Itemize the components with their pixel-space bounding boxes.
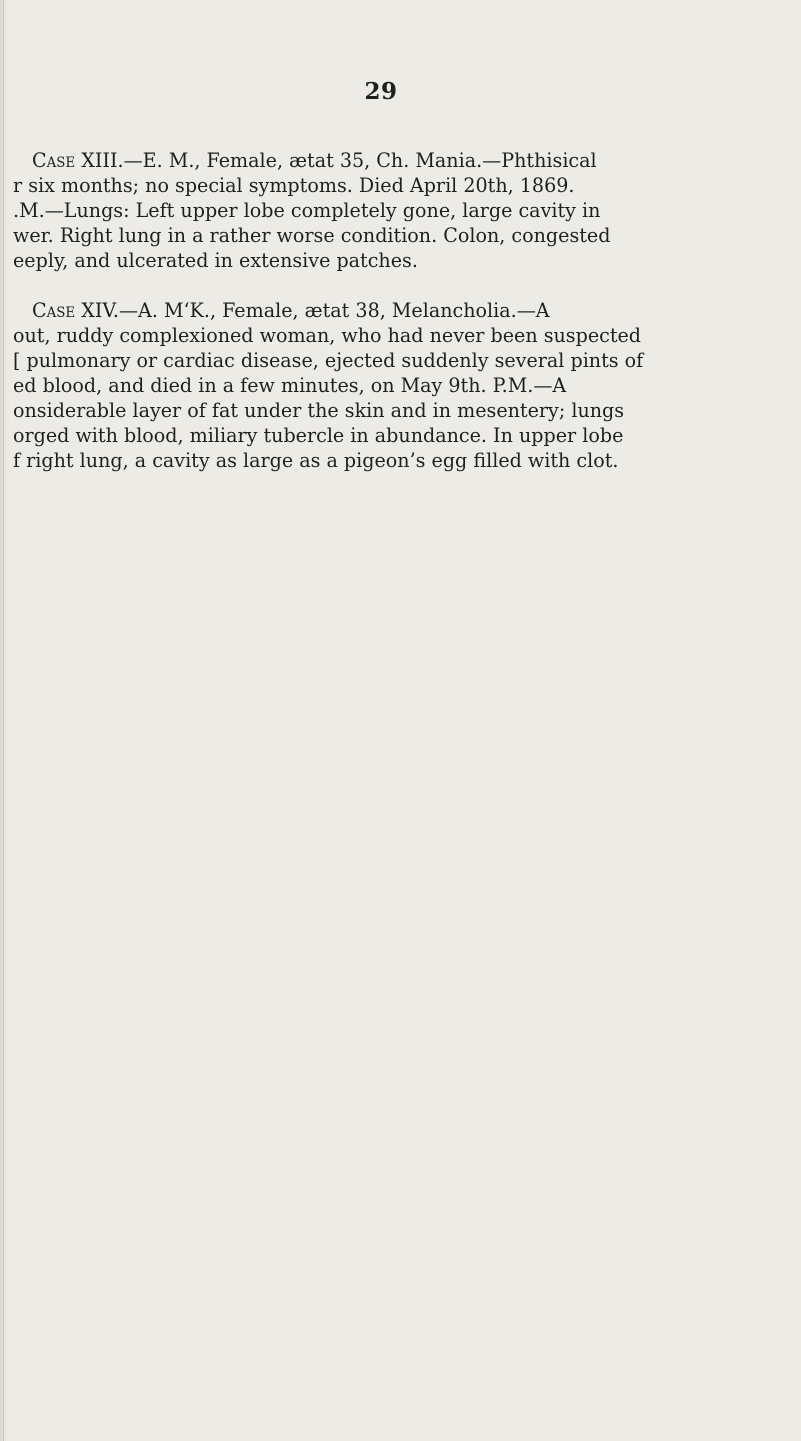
case-xiv-line-1-text: XIV.—A. M‘K., Female, ætat 38, Melancholia.—A: [75, 298, 550, 322]
case-xiii-line-4: wer. Right lung in a rather worse condition. Colon, congested: [13, 223, 611, 247]
case-xiii-heading: Case: [32, 148, 76, 172]
case-xiv-line-6: orged with blood, miliary tubercle in abundance. In upper lobe: [13, 423, 624, 447]
case-xiv-line-1: [32, 298, 550, 322]
binding-shadow-line: [3, 0, 4, 1441]
case-xiv-line-4: ed blood, and died in a few minutes, on May 9th. P.M.—A: [13, 373, 567, 397]
case-xiii-line-3: .M.—Lungs: Left upper lobe completely gone, large cavity in: [13, 198, 601, 222]
case-xiv-line-2: out, ruddy complexioned woman, who had never been suspected: [13, 323, 642, 347]
page-number: 29: [364, 78, 398, 105]
case-xiii-line-5: eeply, and ulcerated in extensive patches.: [13, 248, 418, 272]
binding-edge: [0, 0, 10, 1441]
case-xiii-line-2: r six months; no special symptoms. Died April 20th, 1869.: [13, 173, 575, 197]
case-xiv-line-5: onsiderable layer of fat under the skin and in mesentery; lungs: [13, 398, 625, 422]
case-xiv-heading: Case: [32, 298, 76, 322]
case-xiii-line-1-text: XIII.—E. M., Female, ætat 35, Ch. Mania.—Phthisical: [75, 148, 597, 172]
case-xiv-line-7: f right lung, a cavity as large as a pigeon’s egg filled with clot.: [13, 448, 619, 472]
case-xiii-line-1: [32, 148, 597, 172]
case-xiv-line-3: [ pulmonary or cardiac disease, ejected suddenly several pints of: [13, 348, 644, 372]
